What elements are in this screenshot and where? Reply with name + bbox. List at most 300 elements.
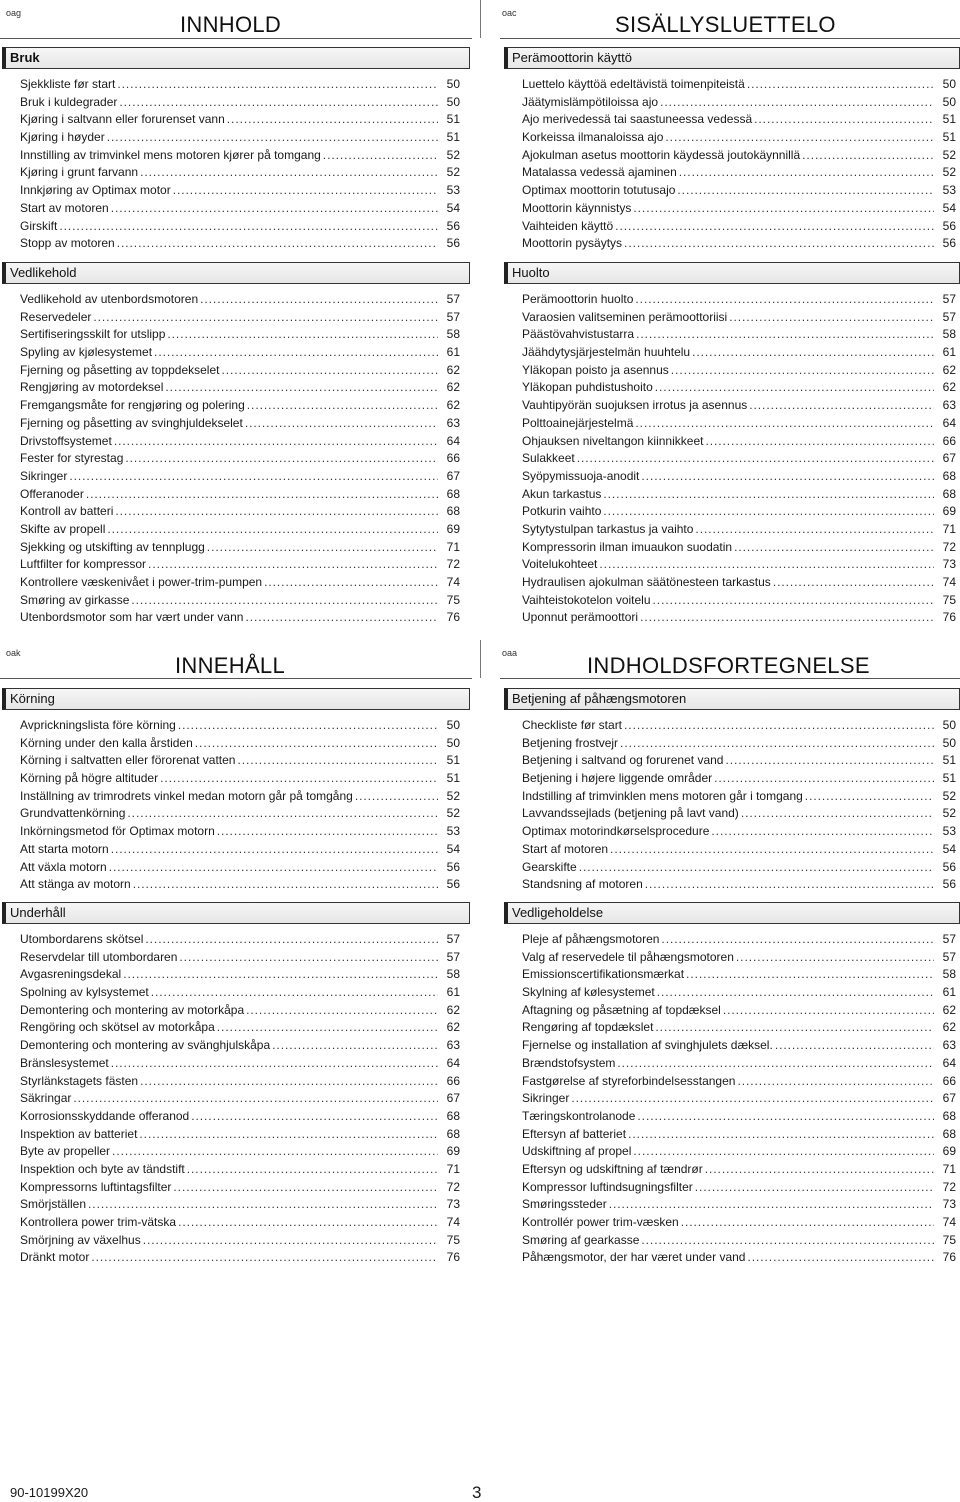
toc-entry-title: Udskiftning af propel [522,1144,632,1159]
toc-entry-title: Fjerning og påsetting av svinghjuldekselet [20,415,243,430]
toc-entry-title: Sytytystulpan tarkastus ja vaihto [522,521,694,536]
toc-entry-title: Girskift [20,218,58,233]
toc-entry-page: 67 [446,1091,460,1106]
toc-entry [20,950,460,968]
toc-entry [522,610,956,628]
dot-leader [695,1180,934,1194]
toc-entry [20,1074,460,1092]
toc-entry-title: Fremgangsmåte for rengjøring og polering [20,398,245,413]
dot-leader [692,345,934,359]
toc-entry [522,310,956,328]
toc-entry-title: Kontrollere væskenivået i power-trim-pumpen [20,575,263,589]
toc-entry-page: 71 [446,539,460,554]
toc-entry-page: 56 [446,236,460,251]
toc-entry [20,434,460,452]
toc-entry-title: Kjøring i grunt farvann [20,165,139,180]
toc-entry-title: Att stänga av motorn [20,877,131,892]
toc-entry-title: Smörjställen [20,1197,87,1212]
toc-quadrant-swedish [0,640,470,1290]
dot-leader [133,877,438,891]
dot-leader [725,753,934,767]
toc-entry [20,1162,460,1180]
dot-leader [579,860,934,874]
toc-entry [522,77,956,95]
dot-leader [114,434,438,448]
toc-entry [20,575,460,593]
toc-entry-page: 68 [446,504,460,519]
toc-entry [522,593,956,611]
toc-entry [20,1233,460,1251]
toc-entry [20,860,460,878]
toc-entry-page: 56 [942,877,956,892]
toc-entry-title: Tæringskontrolanode [522,1108,636,1123]
toc-title: SISÄLLYSLUETTELO [615,12,836,37]
toc-entry [522,1109,956,1127]
toc-entry-page: 69 [942,1144,956,1159]
toc-entry-page: 62 [942,362,956,377]
toc-entry [522,771,956,789]
dot-leader [714,771,934,785]
toc-entry-title: Matalassa vedessä ajaminen [522,165,677,180]
toc-entry-title: Pleje af påhængsmotoren [522,932,660,946]
toc-entry-page: 72 [446,557,460,572]
dot-leader [151,985,438,999]
toc-entry-title: Perämoottorin huolto [522,292,634,306]
toc-entry [20,292,460,310]
toc-entry [20,718,460,736]
dot-leader [805,789,934,803]
toc-entry [20,736,460,754]
toc-entry-title: Demontering och montering av motorkåpa [20,1002,245,1017]
toc-entry [20,327,460,345]
dot-leader [195,736,438,750]
toc-entry-page: 73 [446,1197,460,1212]
dot-leader [637,1109,934,1123]
dot-leader [734,540,934,554]
dot-leader [635,292,934,306]
dot-leader [624,718,934,732]
dot-leader [93,310,438,324]
dot-leader [112,1144,438,1158]
toc-entry-page: 67 [942,451,956,466]
dot-leader [610,842,934,856]
toc-entry-title: Korkeissa ilmanaloissa ajo [522,130,664,145]
toc-entry-title: Bränslesystemet [20,1055,109,1070]
toc-entry-title: Start af motoren [522,841,609,856]
toc-entry-title: Körning i saltvatten eller förorenat vatten [20,753,236,768]
toc-entry-page: 72 [446,1179,460,1194]
toc-entry [20,398,460,416]
dot-leader [111,842,438,856]
toc-entry-page: 51 [942,771,956,786]
toc-entry-title: Valg af reservedele til påhængsmotoren [522,949,734,964]
toc-entry [20,610,460,628]
dot-leader [609,1197,934,1211]
dot-leader [657,985,934,999]
toc-entry-page: 66 [942,433,956,448]
toc-entry-page: 62 [446,398,460,413]
dot-leader [705,434,934,448]
dot-leader [117,77,438,91]
toc-entry-page: 53 [446,183,460,198]
toc-entry-page: 57 [942,309,956,324]
toc-entry-title: Inställning av trimrodrets vinkel medan motorn går på tomgång [20,788,353,803]
header-rule [0,678,472,679]
toc-entry-title: Ajo merivedessä tai saastuneessa vedessä [522,112,753,127]
toc-entry [20,451,460,469]
dot-leader [123,967,438,981]
toc-entry-title: Sikringer [20,468,68,483]
toc-entry [522,201,956,219]
toc-entry-title: Päästövahvistustarra [522,327,635,342]
toc-entry [522,1020,956,1038]
toc-entry [522,130,956,148]
toc-entry-page: 74 [942,1215,956,1229]
dot-leader [245,416,438,430]
dot-leader [272,1038,438,1052]
toc-entry-page: 61 [942,985,956,1000]
toc-entry-page: 57 [446,932,460,946]
dot-leader [624,236,934,250]
dot-leader [88,1197,438,1211]
toc-entry-title: Säkringar [20,1091,72,1106]
toc-entry-page: 76 [446,1250,460,1265]
dot-leader [140,165,438,179]
toc-entry [522,148,956,166]
toc-entry-title: Spyling av kjølesystemet [20,345,153,360]
toc-entry [20,469,460,487]
toc-entry-title: Kjøring i høyder [20,130,105,145]
toc-entry-title: Grundvattenkörning [20,806,126,821]
toc-entry [522,1250,956,1268]
toc-entry-title: Bruk i kuldegrader [20,94,118,109]
toc-entry-page: 69 [446,521,460,536]
toc-entry [20,201,460,219]
toc-entry-title: Smøring af gearkasse [522,1232,640,1247]
toc-entry-title: Reservdelar till utombordaren [20,949,178,964]
toc-entry-title: Luettelo käyttöä edeltävistä toimenpiteistä [522,77,745,91]
toc-entry-title: Yläkopan poisto ja asennus [522,362,669,377]
toc-entry-title: Vedlikehold av utenbordsmotoren [20,292,199,306]
toc-entry-title: Potkurin vaihto [522,504,602,519]
toc-entry [522,1162,956,1180]
toc-entry-title: Utombordarens skötsel [20,932,144,946]
dot-leader [148,557,438,571]
toc-entry [20,1250,460,1268]
toc-entry-title: Syöpymissuoja-anodit [522,468,640,483]
header-rule [500,678,960,679]
toc-entry [522,1003,956,1021]
dot-leader [741,806,934,820]
toc-list [522,718,956,895]
toc-entry-title: Inspektion av batteriet [20,1126,138,1141]
toc-entry-title: Spolning av kylsystemet [20,985,149,1000]
toc-list [20,292,460,628]
toc-entry [20,1109,460,1127]
toc-entry-page: 50 [942,718,956,732]
toc-entry-title: Moottorin käynnistys [522,200,632,215]
column-divider [480,0,481,38]
toc-entry-page: 64 [446,1055,460,1070]
dot-leader [73,1091,438,1105]
dot-leader [200,292,438,306]
toc-entry [522,1180,956,1198]
dot-leader [217,824,438,838]
toc-entry [522,451,956,469]
toc-entry [522,434,956,452]
toc-entry [522,327,956,345]
toc-entry-page: 68 [446,1126,460,1141]
toc-entry-page: 74 [942,575,956,589]
toc-entry-title: Påhængsmotor, der har været under vand [522,1250,746,1265]
toc-entry [20,1091,460,1109]
dot-leader [115,504,438,518]
toc-entry [522,575,956,593]
toc-entry [20,95,460,113]
dot-leader [187,1162,438,1176]
toc-entry-title: Drivstoffsystemet [20,433,112,448]
column-divider [480,640,481,678]
toc-entry [20,789,460,807]
toc-entry-title: Uponnut perämoottori [522,610,639,625]
toc-entry-title: Moottorin pysäytys [522,236,623,251]
dot-leader [636,327,934,341]
toc-entry-title: Varaosien valitseminen perämoottoriisi [522,309,728,324]
toc-entry-page: 51 [942,130,956,145]
toc-entry-title: Korrosionsskyddande offeranod [20,1108,190,1123]
toc-entry [522,842,956,860]
toc-entry-title: Avprickningslista före körning [20,718,176,732]
toc-entry-page: 52 [446,147,460,162]
toc-entry-title: Betjening i saltvand og forurenet vand [522,753,724,768]
dot-leader [178,1215,438,1229]
toc-entry-page: 75 [942,1232,956,1247]
dot-leader [107,130,438,144]
toc-entry [20,345,460,363]
toc-entry-title: Kontrollér power trim-væsken [522,1215,679,1229]
toc-entry-page: 63 [446,1038,460,1053]
toc-entry-page: 62 [942,380,956,395]
toc-entry-title: Jäähdytysjärjestelmän huuhtelu [522,345,691,360]
toc-entry-page: 62 [446,1002,460,1017]
toc-entry-title: Smøringssteder [522,1197,607,1212]
toc-entry [522,877,956,895]
toc-entry-page: 74 [446,575,460,589]
toc-list [20,77,460,254]
toc-entry-page: 68 [446,1108,460,1123]
section-heading: Körning [2,688,470,710]
toc-quadrant-finnish [490,0,960,640]
toc-entry-page: 50 [942,94,956,109]
toc-entry-title: Kompressorin ilman imuaukon suodatin [522,539,733,554]
dot-leader [107,522,438,536]
toc-entry [522,1091,956,1109]
dot-leader [173,183,438,197]
toc-entry [522,967,956,985]
toc-title: INNHOLD [180,12,282,37]
dot-leader [86,487,438,501]
toc-entry-page: 67 [446,468,460,483]
toc-entry-page: 71 [446,1161,460,1176]
toc-entry-title: Fester for styrestag [20,451,124,466]
toc-entry-title: Sertifiseringsskilt for utslipp [20,327,166,342]
section-heading: Betjening af påhængsmotoren [504,688,960,710]
toc-entry-page: 57 [446,949,460,964]
toc-entry [20,1056,460,1074]
toc-list [20,932,460,1268]
toc-entry [20,753,460,771]
toc-entry-page: 71 [942,521,956,536]
toc-entry-title: Vaihteiden käyttö [522,218,614,233]
toc-entry [20,824,460,842]
dot-leader [655,1020,934,1034]
toc-entry-title: Att växla motorn [20,859,107,874]
dot-leader [628,1127,934,1141]
toc-entry-title: Smörjning av växelhus [20,1232,141,1247]
dot-leader [802,148,934,162]
section-heading: Vedlikehold [2,262,470,284]
toc-entry [522,398,956,416]
toc-entry-page: 68 [942,486,956,501]
dot-leader [747,77,934,91]
dot-leader [749,398,934,412]
dot-leader [603,487,934,501]
toc-entry-page: 74 [446,1215,460,1229]
toc-entry [20,967,460,985]
toc-entry-page: 68 [942,1126,956,1141]
toc-entry-page: 54 [446,200,460,215]
dot-leader [736,950,934,964]
toc-entry-title: Innstilling av trimvinkel mens motoren kjører på tomgang [20,147,321,162]
dot-leader [705,1162,934,1176]
toc-entry-page: 61 [942,345,956,360]
toc-entry [522,1074,956,1092]
toc-entry-title: Standsning af motoren [522,877,643,892]
toc-entry [20,1180,460,1198]
header-rule [500,38,960,39]
dot-leader [653,593,934,607]
toc-entry [522,487,956,505]
toc-entry-title: Offeranoder [20,486,84,501]
toc-entry-page: 62 [446,1020,460,1035]
toc-entry-title: Rengøring af topdækslet [522,1020,654,1035]
toc-entry [20,183,460,201]
toc-entry-title: Sjekkliste før start [20,77,116,91]
toc-entry-page: 52 [446,165,460,180]
toc-entry-title: Yläkopan puhdistushoito [522,380,653,395]
dot-leader [139,1127,438,1141]
toc-entry-page: 63 [942,398,956,413]
dot-leader [665,130,934,144]
toc-entry [522,540,956,558]
dot-leader [679,165,934,179]
page-number: 3 [472,1483,482,1502]
toc-entry [522,469,956,487]
dot-leader [154,345,438,359]
toc-entry-page: 73 [942,557,956,572]
toc-entry-title: Fjerning og påsetting av toppdekselet [20,362,220,377]
toc-entry-title: Stopp av motoren [20,236,115,251]
toc-entry-page: 75 [446,1232,460,1247]
toc-entry-page: 68 [942,468,956,483]
toc-entry [522,236,956,254]
dot-leader [173,1180,438,1194]
toc-entry [522,985,956,1003]
toc-entry-page: 75 [446,592,460,607]
toc-entry [20,932,460,950]
dot-leader [145,932,438,946]
toc-entry-page: 56 [942,236,956,251]
dot-leader [178,718,438,732]
dot-leader [773,575,934,589]
toc-entry [20,877,460,895]
dot-leader [661,932,934,946]
toc-title: INDHOLDSFORTEGNELSE [587,653,870,678]
document-number: 90-10199X20 [10,1485,89,1500]
dot-leader [677,183,934,197]
dot-leader [615,219,934,233]
toc-entry-title: Polttoainejärjestelmä [522,415,634,430]
toc-entry-page: 51 [446,130,460,145]
toc-entry-page: 64 [446,433,460,448]
toc-entry-page: 51 [942,753,956,768]
dot-leader [355,789,438,803]
toc-entry-page: 57 [942,292,956,306]
toc-entry [20,1020,460,1038]
toc-entry-page: 68 [942,1108,956,1123]
toc-entry [522,824,956,842]
toc-entry-title: Kompressorns luftintagsfilter [20,1179,172,1194]
dot-leader [127,806,438,820]
toc-entry [522,1197,956,1215]
dot-leader [723,1003,934,1017]
dot-leader [645,877,934,891]
toc-list [20,718,460,895]
toc-entry-title: Avgasreningsdekal [20,967,122,982]
toc-entry-page: 50 [446,735,460,750]
dot-leader [227,112,438,126]
dot-leader [671,363,934,377]
toc-entry-page: 52 [942,147,956,162]
toc-entry-page: 66 [942,1073,956,1088]
toc-entry-title: Fjernelse og installation af svinghjulets dæksel. [522,1038,773,1053]
dot-leader [217,1020,438,1034]
toc-entry [20,1003,460,1021]
language-code: oac [502,8,517,18]
toc-entry-title: Indstilling af trimvinklen mens motoren går i tomgang [522,788,803,803]
toc-entry-page: 52 [446,788,460,803]
toc-entry-page: 52 [446,806,460,821]
section-heading: Bruk [2,47,470,69]
toc-entry [522,292,956,310]
dot-leader [711,824,934,838]
dot-leader [323,148,438,162]
toc-entry-title: Checkliste før start [522,718,623,732]
dot-leader [245,610,438,624]
toc-entry-page: 68 [446,486,460,501]
toc-entry-title: Dränkt motor [20,1250,90,1265]
toc-entry-page: 53 [942,183,956,198]
toc-entry [522,1144,956,1162]
toc-entry [20,504,460,522]
toc-entry-page: 76 [446,610,460,625]
dot-leader [754,112,934,126]
language-code: oaa [502,648,518,658]
dot-leader [599,557,934,571]
toc-entry [20,380,460,398]
toc-entry-title: Att starta motorn [20,841,109,856]
toc-entry-title: Ohjauksen niveltangon kiinnikkeet [522,433,704,448]
